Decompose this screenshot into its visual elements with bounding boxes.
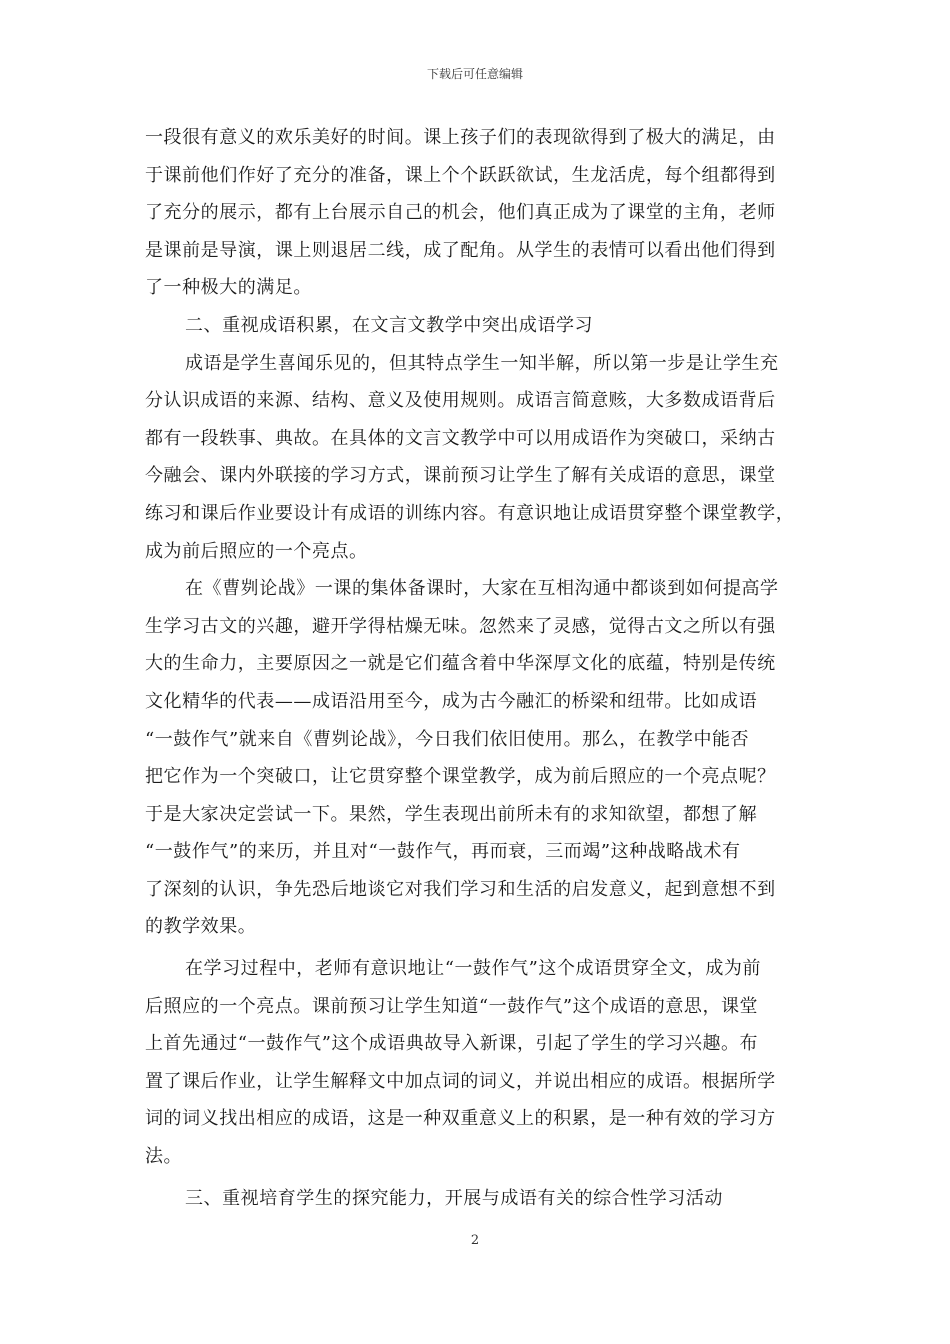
text-line: 分认识成语的来源、结构、意义及使用规则。成语言简意赅，大多数成语背后: [145, 390, 776, 412]
text-line: “一鼓作气”就来自《曹刿论战》，今日我们依旧使用。那么，在教学中能否: [145, 728, 750, 750]
page-number: 2: [470, 1233, 480, 1248]
text-line: 把它作为一个突破口，让它贯穿整个课堂教学，成为前后照应的一个亮点呢？: [145, 766, 776, 788]
text-line: 一段很有意义的欢乐美好的时间。课上孩子们的表现欲得到了极大的满足，由: [145, 127, 776, 148]
text-line: 成为前后照应的一个亮点。: [145, 540, 368, 562]
text-line: 大的生命力，主要原因之一就是它们蕴含着中华深厚文化的底蕴，特别是传统: [145, 653, 776, 675]
text-line: 练习和课后作业要设计有成语的训练内容。有意识地让成语贯穿整个课堂教学，: [145, 502, 795, 524]
text-line: 生学习古文的兴趣，避开学得枯燥无味。忽然来了灵感，觉得古文之所以有强: [145, 615, 776, 637]
section-heading-text: 二、重视成语积累，在文言文教学中突出成语学习: [185, 314, 594, 336]
text-line: 置了课后作业，让学生解释文中加点词的词义，并说出相应的成语。根据所学: [145, 1070, 776, 1092]
text-line: 的教学效果。: [145, 916, 257, 938]
text-line: 在《曹刿论战》一课的集体备课时，大家在互相沟通中都谈到如何提高学: [185, 578, 779, 600]
paragraph: [145, 119, 817, 307]
document-body: [145, 119, 817, 1217]
text-line: 文化精华的代表——成语沿用至今，成为古今融汇的桥梁和纽带。比如成语: [145, 690, 758, 712]
text-line: 了一种极大的满足。: [145, 277, 312, 299]
text-line: 成语是学生喜闻乐见的，但其特点学生一知半解，所以第一步是让学生充: [185, 352, 779, 374]
text-line: 了充分的展示，都有上台展示自己的机会，他们真正成为了课堂的主角，老师: [145, 202, 776, 224]
text-line: 了深刻的认识，争先恐后地谈它对我们学习和生活的启发意义，起到意想不到: [145, 878, 776, 900]
text-line: 后照应的一个亮点。课前预习让学生知道“一鼓作气”这个成语的意思，课堂: [145, 995, 759, 1017]
text-line: 都有一段轶事、典故。在具体的文言文教学中可以用成语作为突破口，采纳古: [145, 427, 776, 449]
text-line: 于是大家决定尝试一下。果然，学生表现出前所未有的求知欲望，都想了解: [145, 803, 758, 825]
text-line: 在学习过程中，老师有意识地让“一鼓作气”这个成语贯穿全文，成为前: [185, 958, 762, 980]
section-heading-text: 三、重视培育学生的探究能力，开展与成语有关的综合性学习活动: [185, 1187, 723, 1209]
text-line: 法。: [145, 1146, 183, 1168]
text-line: 词的词义找出相应的成语，这是一种双重意义上的积累，是一种有效的学习方: [145, 1108, 776, 1130]
text-line: 上首先通过“一鼓作气”这个成语典故导入新课，引起了学生的学习兴趣。布: [145, 1033, 759, 1055]
text-line: 今融会、课内外联接的学习方式，课前预习让学生了解有关成语的意思，课堂: [145, 465, 776, 487]
paragraph: [145, 950, 817, 1176]
paragraph: [145, 570, 817, 946]
section-heading: [145, 307, 817, 345]
section-heading: [145, 1180, 817, 1218]
page-header: 下载后可任意编辑: [426, 67, 523, 81]
text-line: “一鼓作气”的来历，并且对“一鼓作气，再而衰，三而竭”这种战略战术有: [145, 841, 741, 863]
text-line: 于课前他们作好了充分的准备，课上个个跃跃欲试，生龙活虎，每个组都得到: [145, 164, 776, 186]
paragraph: [145, 345, 817, 571]
text-line: 是课前是导演，课上则退居二线，成了配角。从学生的表情可以看出他们得到: [145, 239, 776, 261]
